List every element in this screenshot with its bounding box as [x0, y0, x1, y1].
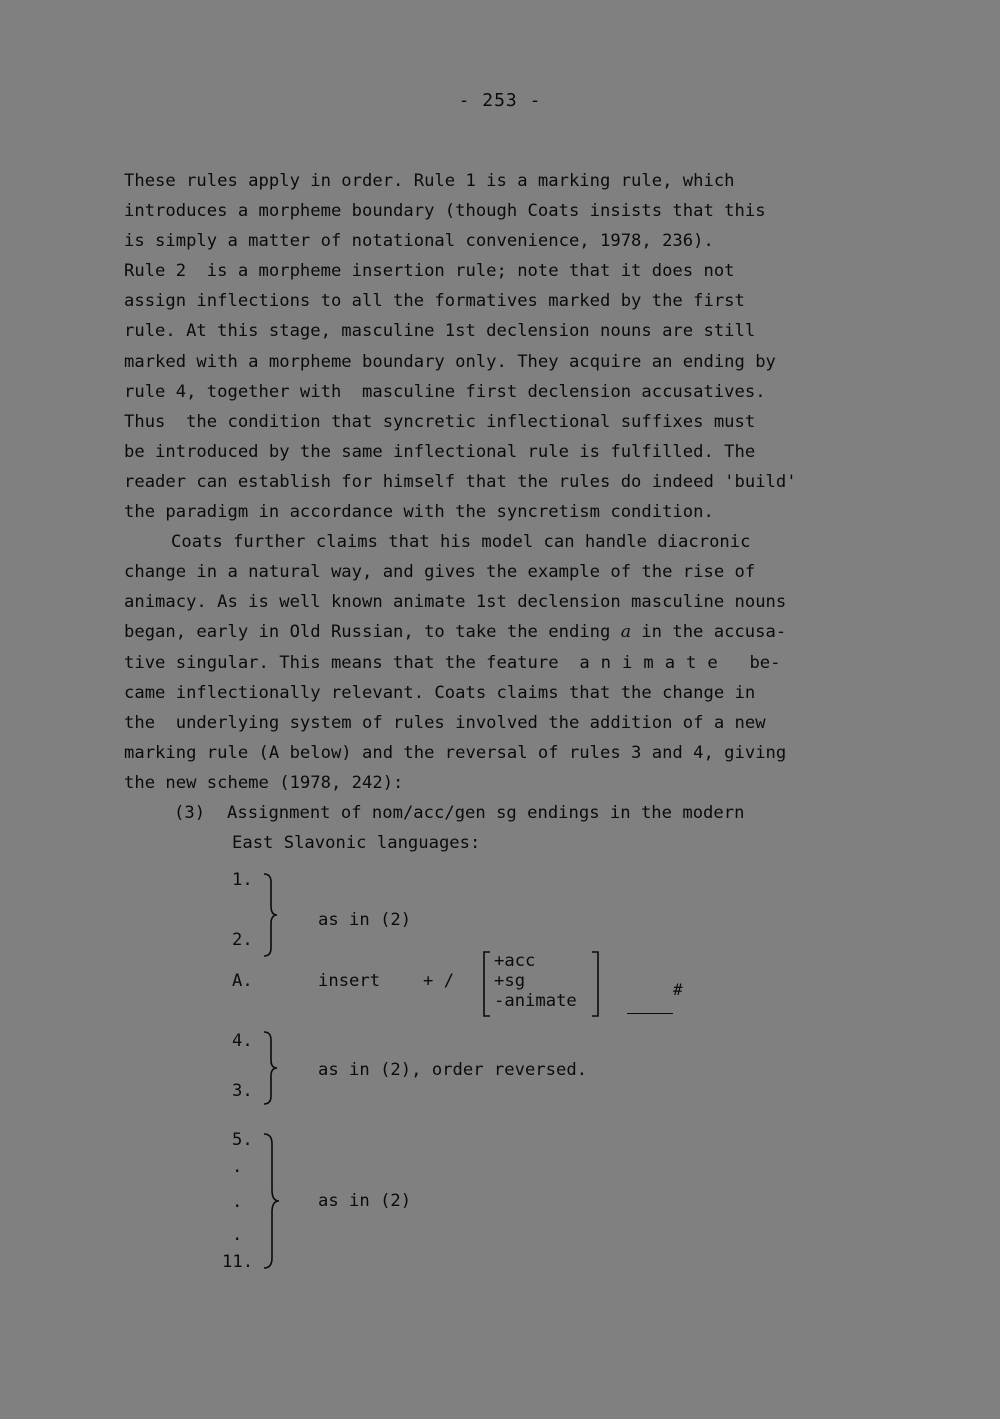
- text-line: Rule 2 is a morpheme insertion rule; note that it does not: [124, 261, 735, 282]
- text-segment: be-: [728, 652, 781, 673]
- text-line: came inflectionally relevant. Coats claims that the change in: [124, 682, 756, 703]
- rule-number-11: 11.: [222, 1252, 254, 1272]
- text-line: change in a natural way, and gives the example of the rise of: [124, 562, 756, 583]
- text-line: marked with a morpheme boundary only. They acquire an ending by: [124, 351, 776, 372]
- text-line: is simply a matter of notational convenience, 1978, 236).: [124, 231, 714, 252]
- text-line: These rules apply in order. Rule 1 is a marking rule, which: [124, 171, 735, 191]
- rule-number-2: 2.: [232, 930, 253, 950]
- text-line: the new scheme (1978, 242):: [124, 772, 404, 793]
- right-brace-icon: [262, 1030, 282, 1106]
- word-boundary-hash: #: [673, 980, 683, 999]
- example-caption-line2: East Slavonic languages:: [232, 833, 481, 854]
- right-brace-icon: [262, 872, 282, 958]
- text-line: animacy. As is well known animate 1st declension masculine nouns: [124, 592, 787, 613]
- environment-blank: [627, 1013, 673, 1014]
- group3-text: as in (2): [318, 1191, 412, 1211]
- text-line: the paradigm in accordance with the syncretism condition.: [124, 502, 714, 523]
- text-segment: tive singular. This means that the feature: [124, 652, 580, 673]
- page-number: - 253 -: [458, 90, 542, 111]
- ellipsis-dot: .: [232, 1157, 243, 1177]
- text-line: rule. At this stage, masculine 1st declension nouns are still: [124, 321, 756, 342]
- plus-slash: + /: [423, 971, 455, 991]
- ellipsis-dot: .: [232, 1192, 243, 1212]
- rule-number-1: 1.: [232, 870, 253, 890]
- text-line: reader can establish for himself that the rules do indeed 'build': [124, 471, 797, 492]
- text-line: Coats further claims that his model can handle diacronic: [171, 532, 751, 553]
- rule-number-A: A.: [232, 971, 253, 991]
- text-line: marking rule (A below) and the reversal of rules 3 and 4, giving: [124, 742, 787, 763]
- right-brace-icon: [262, 1132, 284, 1270]
- example-caption-line1: Assignment of nom/acc/gen sg endings in the modern: [227, 802, 745, 823]
- rule-number-3: 3.: [232, 1081, 253, 1101]
- text-line: Thus the condition that syncretic inflectional suffixes must: [124, 411, 756, 432]
- feature-matrix: [482, 950, 600, 1018]
- insert-label: insert: [318, 971, 381, 991]
- group1-text: as in (2): [318, 910, 412, 930]
- spaced-term: animate: [579, 652, 729, 673]
- feature-acc: +acc: [494, 951, 536, 971]
- feature-animate: -animate: [494, 991, 577, 1011]
- text-line: be introduced by the same inflectional rule is fulfilled. The: [124, 441, 756, 462]
- ellipsis-dot: .: [232, 1225, 243, 1245]
- text-line: rule 4, together with masculine first declension accusatives.: [124, 381, 766, 402]
- example-number: (3): [174, 802, 206, 823]
- text-segment: in the accusa-: [630, 622, 787, 643]
- text-segment: began, early in Old Russian, to take the ending: [124, 622, 621, 643]
- text-line: introduces a morpheme boundary (though Coats insists that this: [124, 201, 766, 222]
- rule-number-4: 4.: [232, 1031, 253, 1051]
- text-line: the underlying system of rules involved the addition of a new: [124, 712, 766, 733]
- text-line: assign inflections to all the formatives marked by the first: [124, 291, 745, 312]
- feature-sg: +sg: [494, 971, 526, 991]
- group2-text: as in (2), order reversed.: [318, 1060, 588, 1080]
- italic-ending: a: [620, 622, 631, 643]
- rule-number-5: 5.: [232, 1130, 253, 1150]
